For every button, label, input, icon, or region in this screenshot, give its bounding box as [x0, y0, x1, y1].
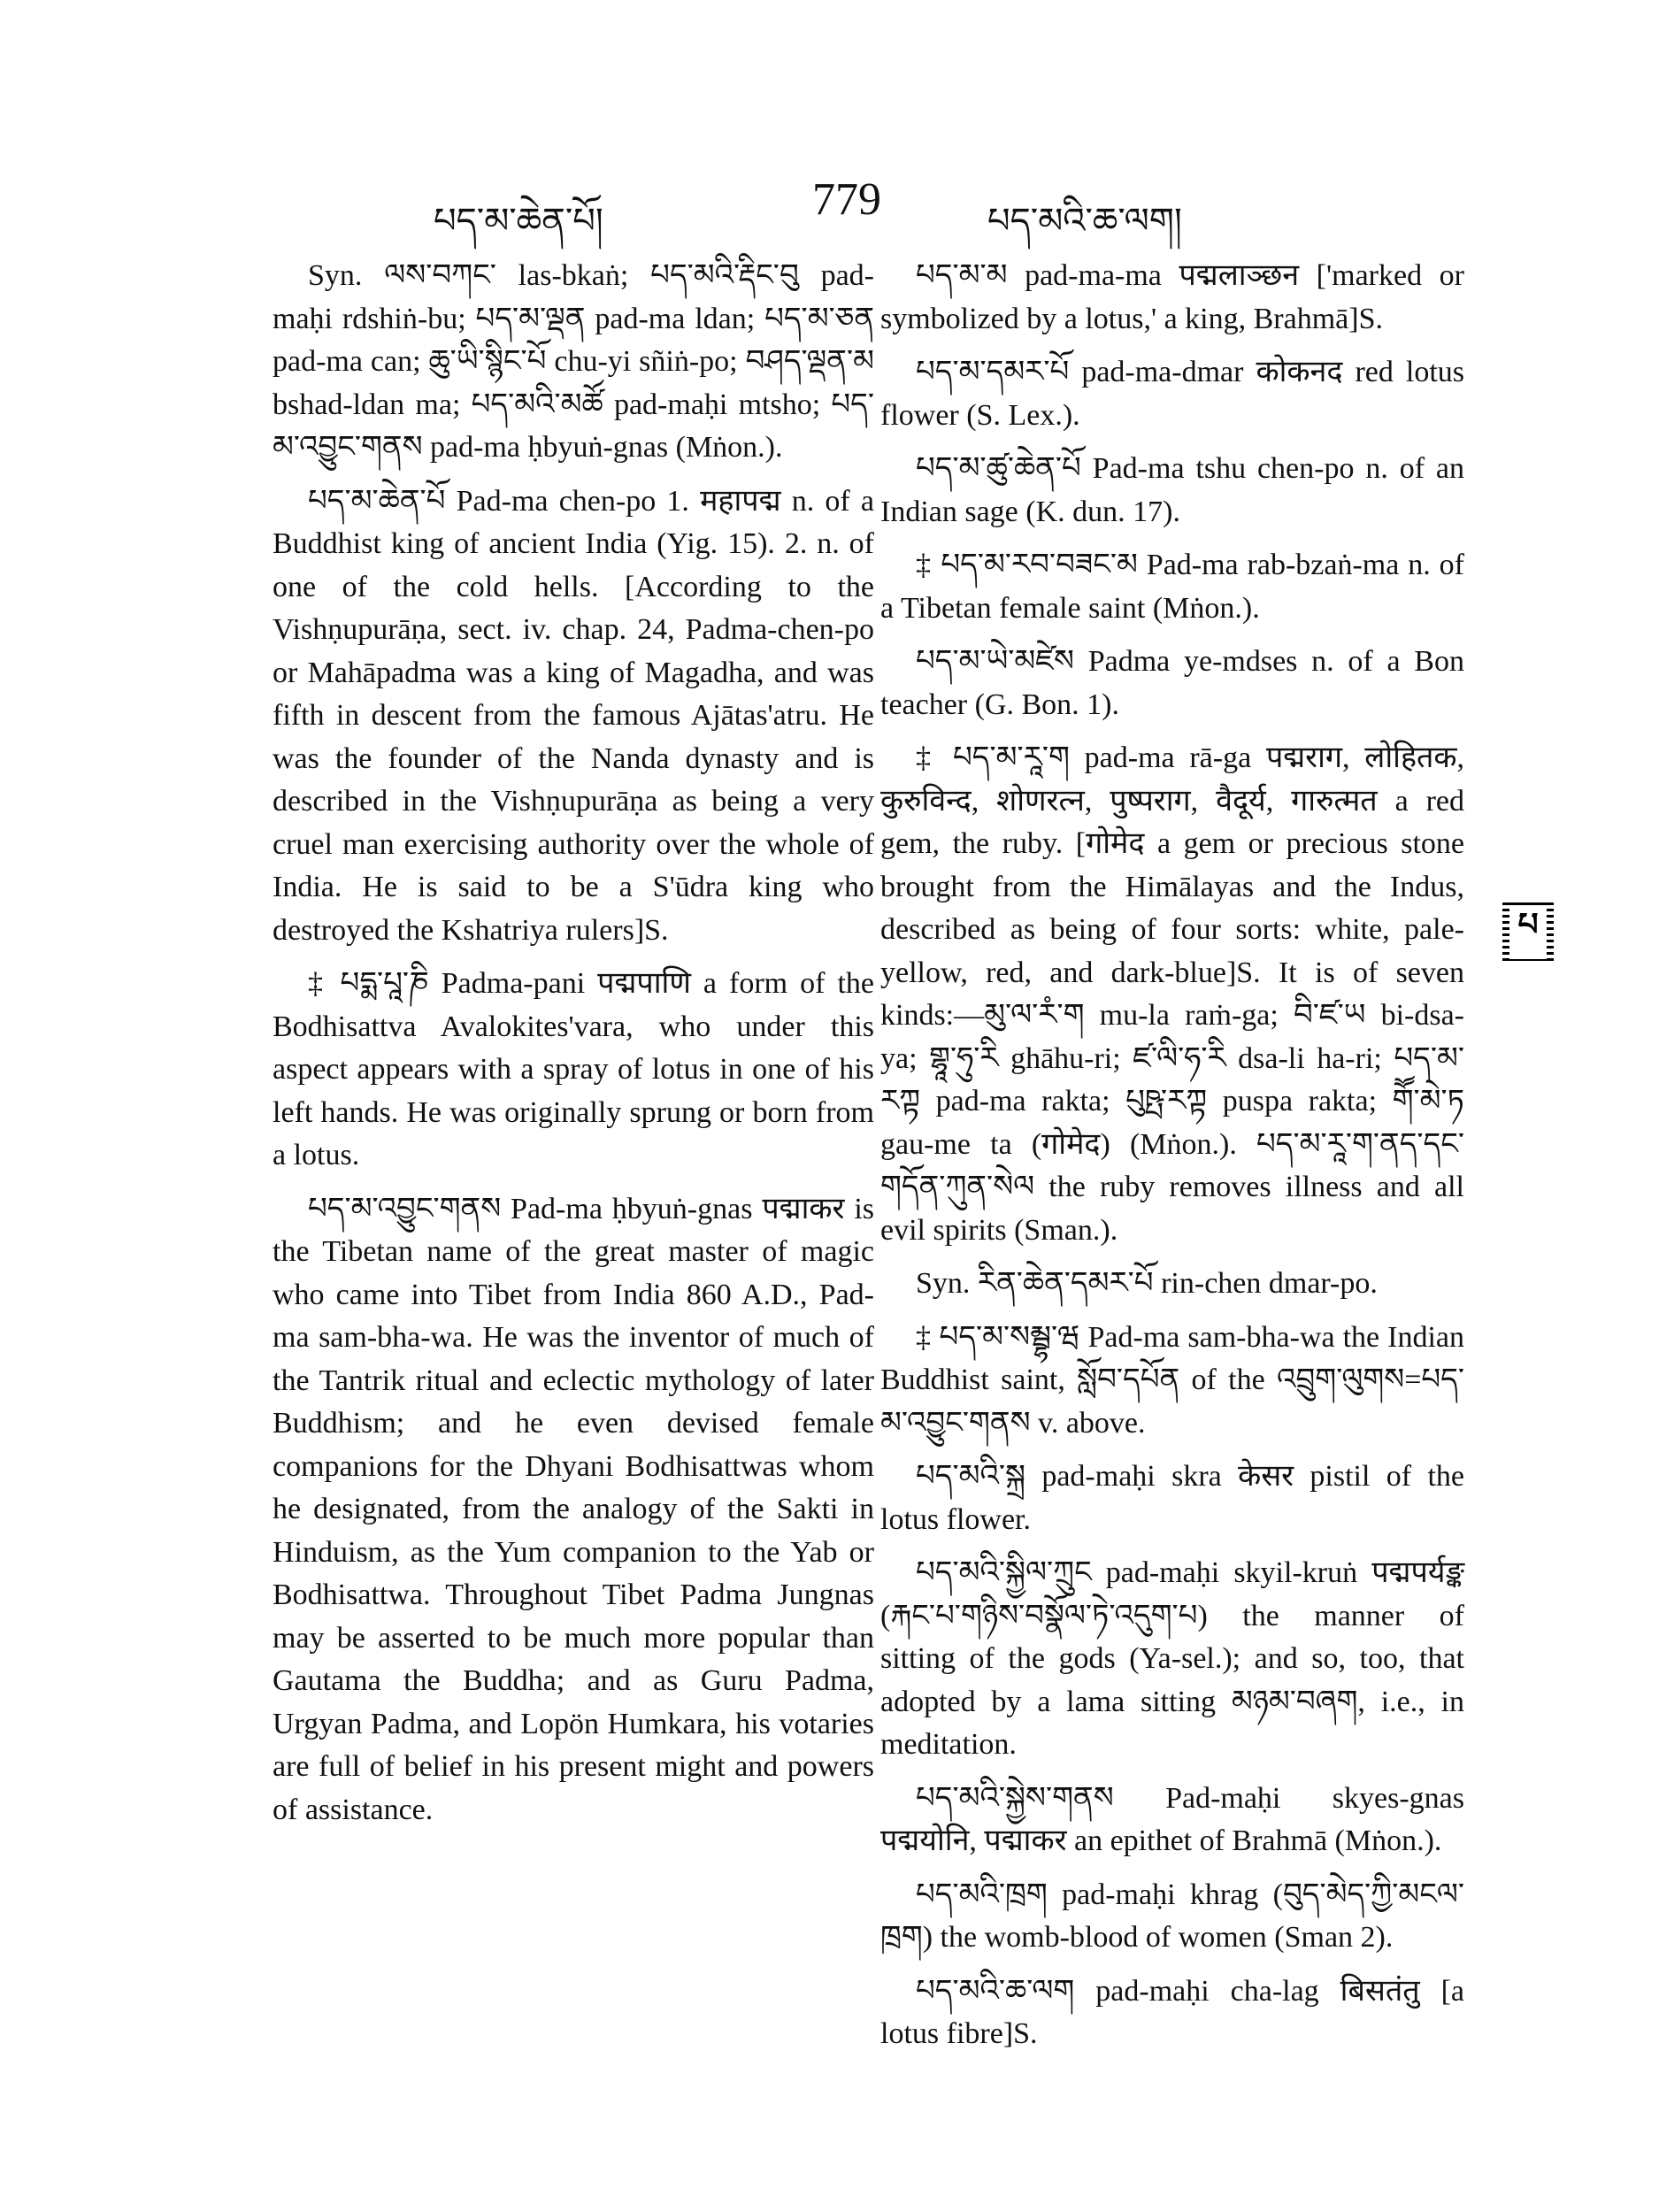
entry-pad-mahi-skra: པད་མའི་སྐྲ pad-maḥi skra केसर pistil of the lotus flower. [880, 1460, 1464, 1536]
entry-pad-ma-dmar: པད་མ་དམར་པོ pad-ma-dmar कोकनद red lotus flower (S. Lex.). [880, 356, 1464, 432]
entry-pad-ma-ma: པད་མ་མ pad-ma-ma पद्मलाञ्छन ['marked or symbolized by a lotus,' a king, Brahmā]S. [880, 259, 1464, 335]
entry-padma-pani: ‡ པདྨ་པཱ་ཎི Padma-pani पद्मपाणि a form of the Bodhisattva Avalokites'vara, who under this aspect appears with a spray of lotus in one of his left hands. He was originally sprung or born from a lotus. [273, 967, 874, 1171]
running-head-left: པད་མ་ཆེན་པོ། [434, 201, 603, 242]
entry-pad-ma-hbyun-gnas: པད་མ་འབྱུང་གནས Pad-ma ḥbyuṅ-gnas पद्माकर is the Tibetan name of the great master of magic who came into Tibet from India 860 A.D., Pad-ma sam-bha-wa. He was the inventor of much of the Tantrik ritual and eclectic mythology of later Buddhism; and he even devised female companions for the Dhyani Bodhisattwas whom he designated, from the analogy of the Sakti in Hinduism, as the Yum companion to the Yab or Bodhisattwa. Throughout Tibet Padma Jungnas may be asserted to be much more popular than Gautama the Buddha; and as Guru Padma, Urgyan Padma, and Lopön Humkara, his votaries are full of belief in his present might and powers of assistance. [273, 1192, 874, 1826]
page-number: 779 [812, 174, 881, 225]
entry-pad-ma-chen-po: པད་མ་ཆེན་པོ Pad-ma chen-po 1. महापद्म n. of a Buddhist king of ancient India (Yig. 15). 2. n. of one of the cold hells. [According to the Vishṇupurāṇa, sect. iv. chap. 24, Padma-chen-po or Mahāpadma was a king of Magadha, and was fifth in descent from the famous Ajātas'atru. He was the founder of the Nanda dynasty and is described in the Vishṇupurāṇa as being a very cruel man exercising authority over the whole of India. He is said to be a S'ūdra king who destroyed the Kshatriya rulers]S. [273, 484, 874, 947]
entry-pad-mahi-skyil-krun: པད་མའི་སྐྱིལ་ཀྲུང pad-maḥi skyil-kruṅ पद्मपर्यङ्क (རྐང་པ་གཉིས་བསྣོལ་ཏེ་འདུག་པ) the manner of sitting of the gods (Ya-sel.); and so, too, that adopted by a lama sitting མཉམ་བཞག, i.e., in meditation. [880, 1556, 1464, 1761]
thumb-index-letter: པ [1509, 908, 1547, 959]
entry-pad-ma-ra-ga: ‡ པད་མ་རཱ་ག pad-ma rā-ga पद्मराग, लोहितक, कुरुविन्द, शोणरत्न, पुष्पराग, वैदूर्य, गारुत्मत a red gem, the ruby. [गोमेद a gem or precious stone brought from the Himālayas and the Indus, described as being of four sorts: white, pale-yellow, red, and dark-blue]S. It is of seven kinds:—མུ་ལ་རཾ་ག mu-la raṁ-ga; བི་ཛ་ཡ bi-dsa-ya; གྷཱ་ཧུ་རི ghāhu-ri; ཛ་ལི་ཧ་རི dsa-li ha-ri; པད་མ་རཀྟ pad-ma rakta; པུཥྤ་རཀྟ puspa rakta; གཽ་མེ་ཏ gau-me ta (गोमेद) (Mṅon.). པད་མ་རཱ་ག་ནད་དང་གདོན་ཀུན་སེལ the ruby removes illness and all evil spirits (Sman.). [880, 741, 1464, 1247]
entry-pad-mahi-skyes-gnas: པད་མའི་སྐྱེས་གནས Pad-maḥi skyes-gnas पद्मयोनि, पद्माकर an epithet of Brahmā (Mṅon.). [880, 1781, 1464, 1857]
page-header [0, 173, 1659, 244]
entry-pad-ma-rab-bzan-ma: ‡ པད་མ་རབ་བཟང་མ Pad-ma rab-bzaṅ-ma n. of a Tibetan female saint (Mṅon.). [880, 549, 1464, 625]
entry-pad-mahi-khrag: པད་མའི་ཁྲག pad-maḥi khrag (བུད་མེད་ཀྱི་མངལ་ཁྲག) the womb-blood of women (Sman 2). [880, 1878, 1464, 1954]
entry-syn-pad-ma: Syn. ལས་བཀང་ las-bkaṅ; པད་མའི་རྡིང་བུ pad-maḥi rdshiṅ-bu; པད་མ་ལྡན pad-ma ldan; པད་མ་ཅན pad-ma can; ཆུ་ཡི་སྙིང་པོ chu-yi sñiṅ-po; བཤད་ལྡན་མ bshad-ldan ma; པད་མའི་མཚོ pad-maḥi mtsho; པད་མ་འབྱུང་གནས pad-ma ḥbyuṅ-gnas (Mṅon.). [273, 259, 874, 464]
right-column [880, 255, 1464, 2067]
entry-padma-ye-mdses: པད་མ་ཡེ་མཛེས Padma ye-mdses n. of a Bon teacher (G. Bon. 1). [880, 645, 1464, 721]
running-head-right: པད་མའི་ཆ་ལག། [987, 201, 1182, 242]
left-column [273, 255, 874, 1842]
entry-pad-ma-tshu-chen-po: པད་མ་ཚུ་ཆེན་པོ Pad-ma tshu chen-po n. of an Indian sage (K. dun. 17). [880, 452, 1464, 528]
entry-syn-rin-chen: Syn. རིན་ཆེན་དམར་པོ rin-chen dmar-po. [916, 1267, 1378, 1300]
entry-pad-ma-sam-bha-wa: ‡ པད་མ་སམྦྷ་ཝ Pad-ma sam-bha-wa the Indian Buddhist saint, སློབ་དཔོན of the འབྲུག་ལུགས=པད་མ་འབྱུང་གནས v. above. [880, 1320, 1464, 1440]
entry-pad-mahi-cha-lag: པད་མའི་ཆ་ལག pad-maḥi cha-lag बिसतंतु [a lotus fibre]S. [880, 1974, 1464, 2050]
